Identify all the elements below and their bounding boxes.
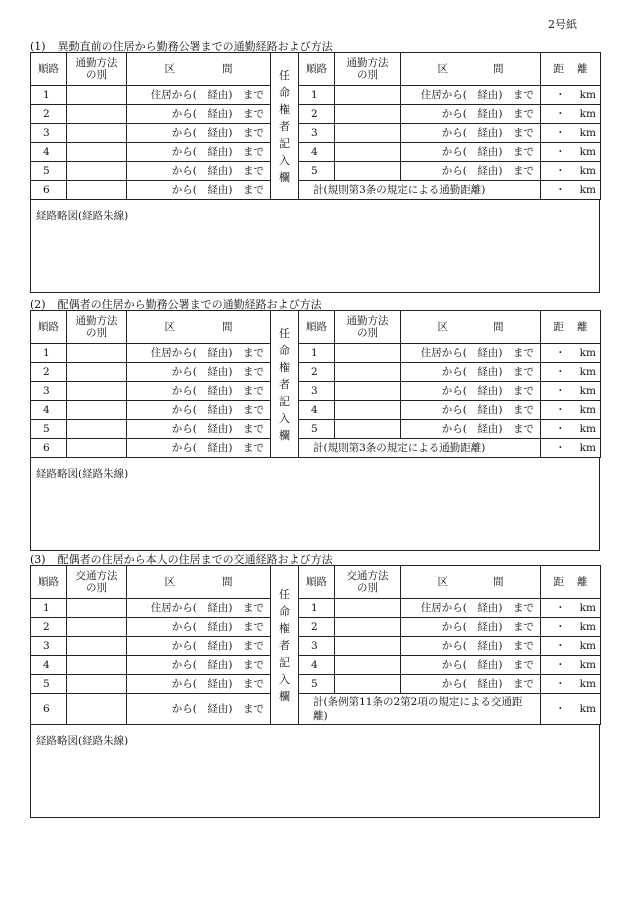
- distance-unit: km: [579, 703, 596, 715]
- method-cell[interactable]: [67, 162, 127, 181]
- section-header-right: [401, 566, 541, 599]
- method-header-right: [335, 311, 401, 344]
- distance-unit: km: [579, 366, 596, 378]
- distance-header: [541, 566, 601, 599]
- section-cell-right[interactable]: から( 経由) まで: [401, 363, 541, 382]
- method-cell[interactable]: [67, 363, 127, 382]
- order-header-right: 順路: [299, 53, 335, 86]
- section-cell[interactable]: から( 経由) まで: [127, 382, 271, 401]
- distance-dot: ・: [555, 89, 566, 101]
- route-table: [30, 52, 601, 200]
- order-header: 順路: [31, 566, 67, 599]
- appointer-char: 入: [279, 153, 290, 167]
- method-cell-right[interactable]: [335, 656, 401, 675]
- section-cell-right[interactable]: から( 経由) まで: [401, 420, 541, 439]
- method-cell[interactable]: [67, 420, 127, 439]
- table-row: [31, 86, 601, 105]
- row-number-right: 1: [299, 86, 335, 105]
- method-cell-right[interactable]: [335, 420, 401, 439]
- row-number: 4: [31, 401, 67, 420]
- method-header-line1: 通勤方法: [346, 57, 389, 69]
- route-table: [30, 310, 601, 458]
- distance-cell[interactable]: [541, 401, 601, 420]
- distance-cell[interactable]: [541, 599, 601, 618]
- appointer-char: 記: [279, 655, 290, 669]
- section-title-text: 配偶者の住居から勤務公署までの通勤経路および方法: [57, 298, 322, 311]
- distance-header: [541, 53, 601, 86]
- appointer-char: 任: [279, 68, 290, 82]
- section-header-char2: 間: [222, 321, 233, 333]
- appointer-char: 記: [279, 394, 290, 408]
- appointer-char: 権: [279, 621, 290, 635]
- section-title-text: 異動直前の住居から勤務公署までの通勤経路および方法: [57, 40, 333, 53]
- route-table: [30, 565, 601, 725]
- appointer-char: 記: [279, 136, 290, 150]
- method-header-right: [335, 566, 401, 599]
- distance-cell[interactable]: [541, 181, 601, 200]
- distance-header-char2: 離: [577, 63, 588, 75]
- row-number-right: 2: [299, 105, 335, 124]
- section-header-char1: 区: [437, 63, 448, 75]
- distance-dot: ・: [555, 423, 566, 435]
- method-header-line1: 通勤方法: [75, 315, 118, 327]
- distance-dot: ・: [555, 366, 566, 378]
- route-sketch-area[interactable]: [30, 200, 600, 293]
- table-row: [31, 162, 601, 181]
- section-header-char1: 区: [164, 63, 175, 75]
- distance-unit: km: [579, 184, 596, 196]
- row-number-right: 1: [299, 599, 335, 618]
- distance-dot: ・: [555, 347, 566, 359]
- distance-cell[interactable]: [541, 637, 601, 656]
- table-row: [31, 618, 601, 637]
- distance-header-char1: 距: [553, 576, 564, 588]
- distance-dot: ・: [555, 404, 566, 416]
- section-cell[interactable]: から( 経由) まで: [127, 675, 271, 694]
- distance-dot: ・: [555, 127, 566, 139]
- appointer-char: 入: [279, 672, 290, 686]
- table-row: [31, 143, 601, 162]
- row-number-right: 5: [299, 420, 335, 439]
- distance-unit: km: [579, 659, 596, 671]
- distance-unit: km: [579, 602, 596, 614]
- appointer-char: 入: [279, 411, 290, 425]
- row-number-right: 3: [299, 382, 335, 401]
- section-cell-right[interactable]: から( 経由) まで: [401, 401, 541, 420]
- row-number-right: 3: [299, 637, 335, 656]
- method-header-line2: の別: [357, 327, 378, 339]
- method-header-line1: 交通方法: [75, 570, 118, 582]
- section-cell[interactable]: から( 経由) まで: [127, 656, 271, 675]
- row-number: 1: [31, 599, 67, 618]
- distance-unit: km: [579, 640, 596, 652]
- section-cell-right[interactable]: から( 経由) まで: [401, 105, 541, 124]
- row-number: 3: [31, 382, 67, 401]
- distance-header-char2: 離: [577, 576, 588, 588]
- section-header-char1: 区: [437, 321, 448, 333]
- section-title-text: 配偶者の住居から本人の住居までの交通経路および方法: [57, 553, 333, 566]
- table-row: [31, 637, 601, 656]
- section-header: [127, 566, 271, 599]
- section-cell[interactable]: から( 経由) まで: [127, 618, 271, 637]
- order-header-right: 順路: [299, 566, 335, 599]
- table-row: [31, 124, 601, 143]
- row-number: 5: [31, 162, 67, 181]
- row-number-right: 4: [299, 401, 335, 420]
- method-cell[interactable]: [67, 694, 127, 725]
- method-cell-right[interactable]: [335, 143, 401, 162]
- section-header-char2: 間: [493, 576, 504, 588]
- row-number: 6: [31, 694, 67, 725]
- section-header: [127, 53, 271, 86]
- method-cell[interactable]: [67, 124, 127, 143]
- row-number-right: 4: [299, 143, 335, 162]
- table-row: [31, 363, 601, 382]
- row-number: 3: [31, 124, 67, 143]
- distance-header-char2: 離: [577, 321, 588, 333]
- distance-dot: ・: [555, 640, 566, 652]
- method-cell-right[interactable]: [335, 401, 401, 420]
- table-row: [31, 105, 601, 124]
- distance-dot: ・: [555, 146, 566, 158]
- row-number-right: 2: [299, 618, 335, 637]
- total-distance-label: 計(規則第3条の規定による通勤距離): [299, 181, 541, 200]
- table-row: [31, 401, 601, 420]
- table-row: [31, 675, 601, 694]
- method-cell[interactable]: [67, 382, 127, 401]
- table-row: [31, 439, 601, 458]
- distance-header-char1: 距: [553, 63, 564, 75]
- method-header-right: [335, 53, 401, 86]
- row-number: 2: [31, 618, 67, 637]
- distance-unit: km: [579, 404, 596, 416]
- method-cell-right[interactable]: [335, 675, 401, 694]
- appointer-char: 任: [279, 326, 290, 340]
- method-cell[interactable]: [67, 599, 127, 618]
- section-header-char1: 区: [164, 321, 175, 333]
- distance-unit: km: [579, 347, 596, 359]
- method-cell-right[interactable]: [335, 162, 401, 181]
- appointer-char: 者: [279, 377, 290, 391]
- method-cell[interactable]: [67, 675, 127, 694]
- appointer-char: 任: [279, 587, 290, 601]
- order-header-right: 順路: [299, 311, 335, 344]
- method-cell[interactable]: [67, 105, 127, 124]
- appointer-char: 欄: [279, 170, 290, 184]
- total-distance-label: 計(条例第11条の2第2項の規定による交通距離): [299, 694, 541, 725]
- method-header-line2: の別: [86, 582, 107, 594]
- appointer-entry-column: [271, 53, 299, 200]
- section-cell-right[interactable]: から( 経由) まで: [401, 618, 541, 637]
- distance-dot: ・: [555, 621, 566, 633]
- section-cell[interactable]: から( 経由) まで: [127, 181, 271, 200]
- distance-dot: ・: [555, 108, 566, 120]
- distance-dot: ・: [555, 602, 566, 614]
- section-header-char1: 区: [164, 576, 175, 588]
- section-header-char2: 間: [493, 63, 504, 75]
- appointer-char: 欄: [279, 689, 290, 703]
- section-cell[interactable]: から( 経由) まで: [127, 162, 271, 181]
- section-cell-right[interactable]: から( 経由) まで: [401, 637, 541, 656]
- appointer-char: 者: [279, 638, 290, 652]
- route-sketch-area[interactable]: [30, 458, 600, 551]
- distance-unit: km: [579, 146, 596, 158]
- method-cell-right[interactable]: [335, 599, 401, 618]
- total-distance-label: 計(規則第3条の規定による通勤距離): [299, 439, 541, 458]
- route-sketch-label: 経路略図(経路朱線): [36, 210, 129, 222]
- method-cell-right[interactable]: [335, 363, 401, 382]
- method-cell[interactable]: [67, 86, 127, 105]
- appointer-char: 命: [279, 85, 290, 99]
- distance-unit: km: [579, 678, 596, 690]
- section-header-right: [401, 53, 541, 86]
- method-cell-right[interactable]: [335, 105, 401, 124]
- section-cell[interactable]: から( 経由) まで: [127, 124, 271, 143]
- row-number: 1: [31, 86, 67, 105]
- distance-cell[interactable]: [541, 675, 601, 694]
- row-number: 2: [31, 105, 67, 124]
- table-row: [31, 694, 601, 725]
- method-cell[interactable]: [67, 656, 127, 675]
- method-cell[interactable]: [67, 181, 127, 200]
- distance-cell[interactable]: [541, 86, 601, 105]
- method-cell[interactable]: [67, 439, 127, 458]
- method-cell[interactable]: [67, 618, 127, 637]
- method-cell-right[interactable]: [335, 344, 401, 363]
- section-header-char1: 区: [437, 576, 448, 588]
- table-row: [31, 656, 601, 675]
- distance-cell[interactable]: [541, 124, 601, 143]
- method-cell[interactable]: [67, 637, 127, 656]
- section-cell[interactable]: から( 経由) まで: [127, 439, 271, 458]
- section-cell[interactable]: から( 経由) まで: [127, 694, 271, 725]
- row-number: 5: [31, 420, 67, 439]
- distance-cell[interactable]: [541, 694, 601, 725]
- method-header-line2: の別: [357, 582, 378, 594]
- section-cell[interactable]: 住居から( 経由) まで: [127, 344, 271, 363]
- order-header: 順路: [31, 311, 67, 344]
- row-number-right: 2: [299, 363, 335, 382]
- order-header: 順路: [31, 53, 67, 86]
- distance-dot: ・: [555, 703, 566, 715]
- distance-unit: km: [579, 89, 596, 101]
- method-header-line2: の別: [86, 327, 107, 339]
- section-cell-right[interactable]: から( 経由) まで: [401, 162, 541, 181]
- section-header: [127, 311, 271, 344]
- distance-cell[interactable]: [541, 344, 601, 363]
- appointer-char: 者: [279, 119, 290, 133]
- distance-unit: km: [579, 621, 596, 633]
- distance-unit: km: [579, 423, 596, 435]
- appointer-char: 欄: [279, 428, 290, 442]
- route-sketch-label: 経路略図(経路朱線): [36, 468, 129, 480]
- row-number: 6: [31, 181, 67, 200]
- route-sketch-area[interactable]: [30, 725, 600, 818]
- appointer-entry-column: [271, 566, 299, 725]
- appointer-char: 権: [279, 102, 290, 116]
- row-number-right: 4: [299, 656, 335, 675]
- distance-cell[interactable]: [541, 162, 601, 181]
- distance-cell[interactable]: [541, 439, 601, 458]
- method-cell-right[interactable]: [335, 637, 401, 656]
- section-header-char2: 間: [493, 321, 504, 333]
- section-cell[interactable]: から( 経由) まで: [127, 401, 271, 420]
- section-cell-right[interactable]: から( 経由) まで: [401, 675, 541, 694]
- row-number-right: 1: [299, 344, 335, 363]
- row-number: 2: [31, 363, 67, 382]
- method-cell-right[interactable]: [335, 86, 401, 105]
- distance-cell[interactable]: [541, 382, 601, 401]
- row-number: 5: [31, 675, 67, 694]
- table-row: [31, 382, 601, 401]
- section-cell[interactable]: 住居から( 経由) まで: [127, 86, 271, 105]
- distance-unit: km: [579, 108, 596, 120]
- section-cell-right[interactable]: 住居から( 経由) まで: [401, 86, 541, 105]
- section-cell-right[interactable]: 住居から( 経由) まで: [401, 599, 541, 618]
- distance-dot: ・: [555, 678, 566, 690]
- method-cell[interactable]: [67, 401, 127, 420]
- distance-dot: ・: [555, 442, 566, 454]
- appointer-entry-column: [271, 311, 299, 458]
- row-number-right: 5: [299, 675, 335, 694]
- row-number: 6: [31, 439, 67, 458]
- distance-dot: ・: [555, 659, 566, 671]
- section-number: (3): [30, 553, 46, 566]
- distance-unit: km: [579, 385, 596, 397]
- section-header-char2: 間: [222, 576, 233, 588]
- row-number: 3: [31, 637, 67, 656]
- method-header: [67, 566, 127, 599]
- distance-cell[interactable]: [541, 143, 601, 162]
- section-cell-right[interactable]: から( 経由) まで: [401, 143, 541, 162]
- section-cell[interactable]: 住居から( 経由) まで: [127, 599, 271, 618]
- distance-cell[interactable]: [541, 618, 601, 637]
- section-cell[interactable]: から( 経由) まで: [127, 637, 271, 656]
- method-header-line1: 通勤方法: [346, 315, 389, 327]
- distance-unit: km: [579, 165, 596, 177]
- table-row: [31, 599, 601, 618]
- route-sketch-label: 経路略図(経路朱線): [36, 735, 129, 747]
- section-cell[interactable]: から( 経由) まで: [127, 105, 271, 124]
- method-header-line2: の別: [86, 69, 107, 81]
- row-number-right: 3: [299, 124, 335, 143]
- appointer-char: 権: [279, 360, 290, 374]
- distance-header-char1: 距: [553, 321, 564, 333]
- distance-header: [541, 311, 601, 344]
- method-header: [67, 53, 127, 86]
- distance-unit: km: [579, 127, 596, 139]
- row-number-right: 5: [299, 162, 335, 181]
- row-number: 4: [31, 656, 67, 675]
- table-row: [31, 344, 601, 363]
- section-cell-right[interactable]: から( 経由) まで: [401, 656, 541, 675]
- distance-dot: ・: [555, 184, 566, 196]
- table-row: [31, 181, 601, 200]
- distance-dot: ・: [555, 385, 566, 397]
- method-cell[interactable]: [67, 344, 127, 363]
- table-row: [31, 420, 601, 439]
- distance-cell[interactable]: [541, 105, 601, 124]
- section-cell-right[interactable]: 住居から( 経由) まで: [401, 344, 541, 363]
- distance-cell[interactable]: [541, 363, 601, 382]
- section-number: (2): [30, 298, 46, 311]
- method-header-line2: の別: [357, 69, 378, 81]
- section-cell[interactable]: から( 経由) まで: [127, 363, 271, 382]
- section-cell-right[interactable]: から( 経由) まで: [401, 124, 541, 143]
- method-header-line1: 通勤方法: [75, 57, 118, 69]
- section-cell[interactable]: から( 経由) まで: [127, 143, 271, 162]
- method-cell[interactable]: [67, 143, 127, 162]
- row-number: 4: [31, 143, 67, 162]
- section-number: (1): [30, 40, 46, 53]
- distance-unit: km: [579, 442, 596, 454]
- section-cell[interactable]: から( 経由) まで: [127, 420, 271, 439]
- distance-cell[interactable]: [541, 420, 601, 439]
- distance-cell[interactable]: [541, 656, 601, 675]
- method-header-line1: 交通方法: [346, 570, 389, 582]
- section-header-right: [401, 311, 541, 344]
- appointer-char: 命: [279, 604, 290, 618]
- section-cell-right[interactable]: から( 経由) まで: [401, 382, 541, 401]
- method-cell-right[interactable]: [335, 382, 401, 401]
- row-number: 1: [31, 344, 67, 363]
- form-number: 2号紙: [548, 18, 577, 31]
- method-header: [67, 311, 127, 344]
- method-cell-right[interactable]: [335, 124, 401, 143]
- distance-dot: ・: [555, 165, 566, 177]
- section-header-char2: 間: [222, 63, 233, 75]
- method-cell-right[interactable]: [335, 618, 401, 637]
- appointer-char: 命: [279, 343, 290, 357]
